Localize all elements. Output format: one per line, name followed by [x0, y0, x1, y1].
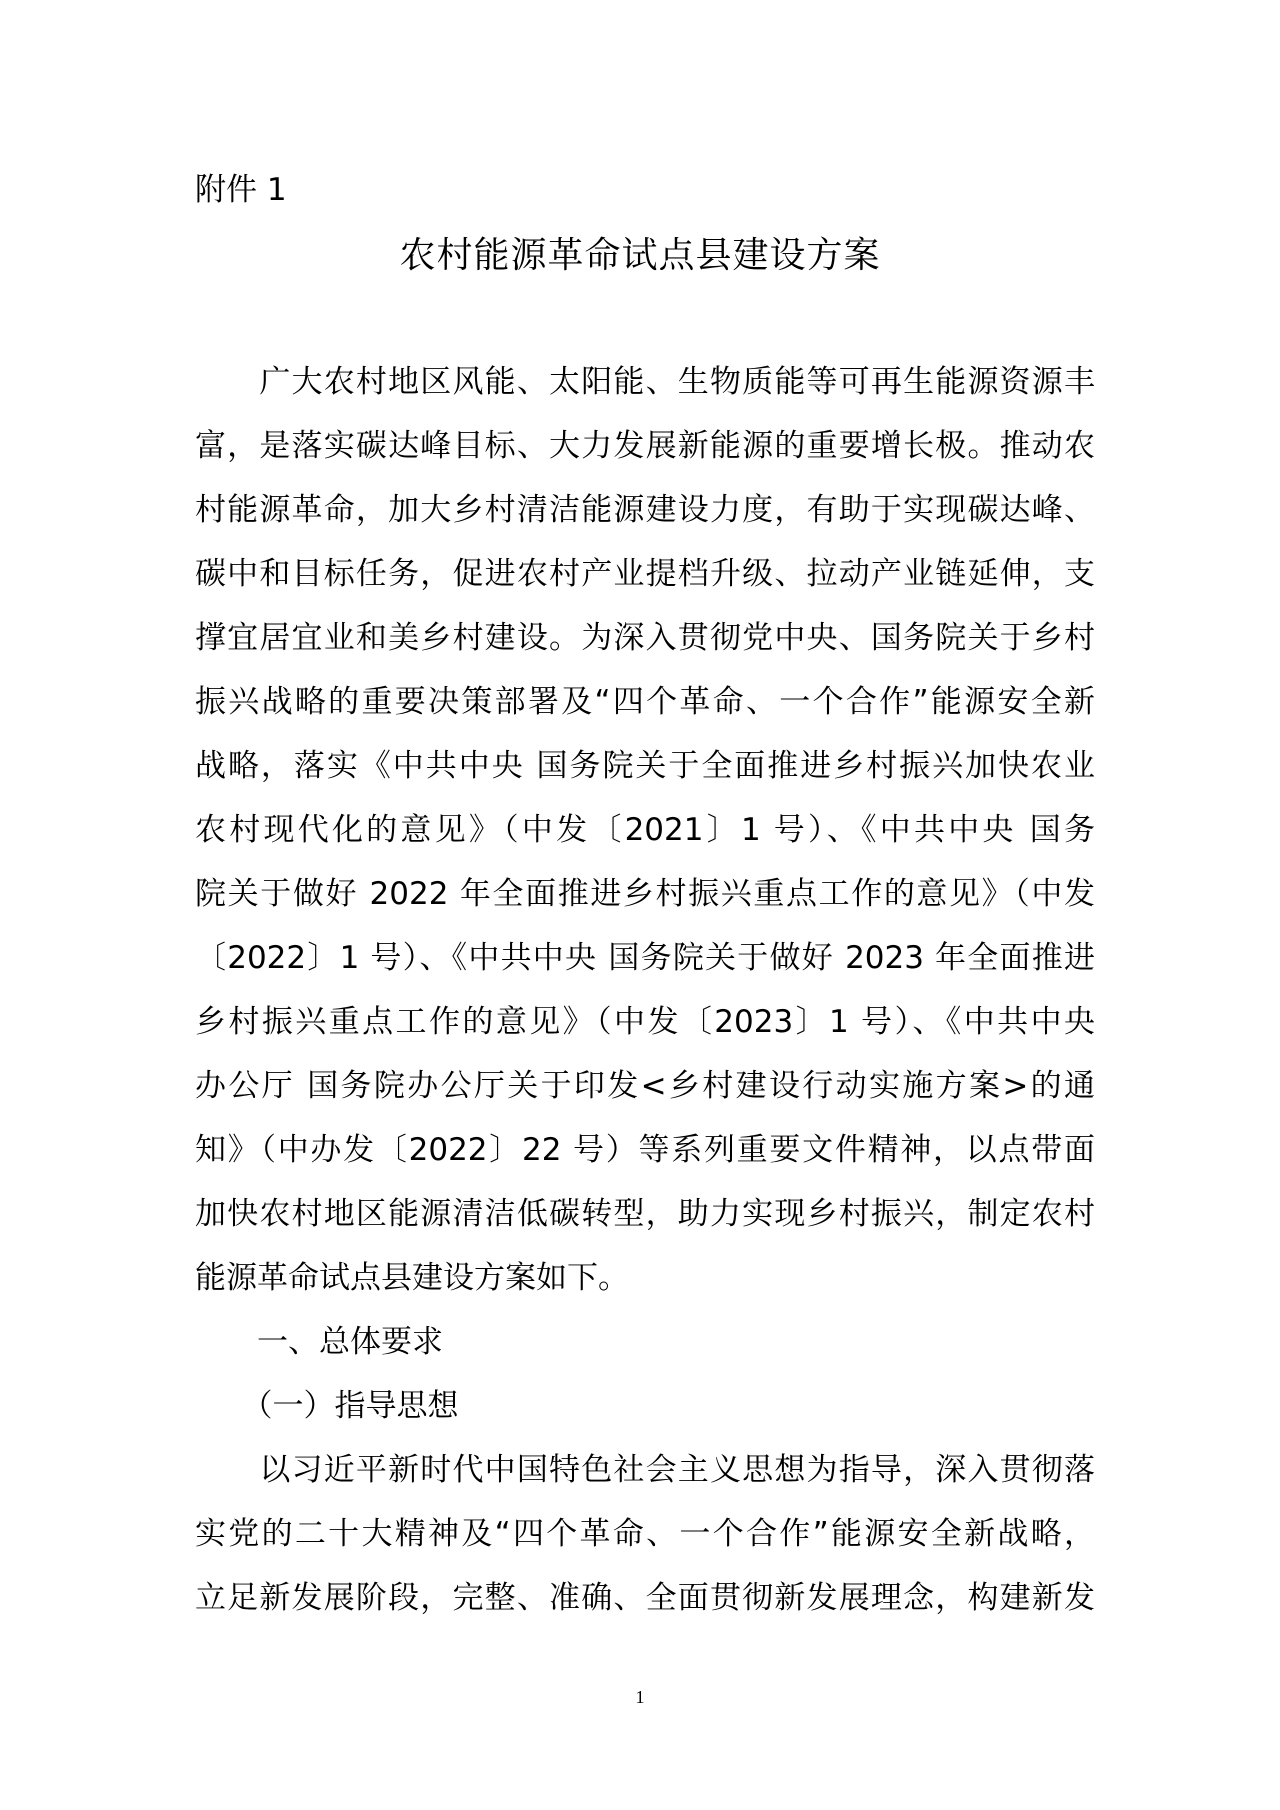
attachment-label: 附件 1	[195, 172, 287, 208]
paragraph-line: 战略，落实《中共中央 国务院关于全面推进乡村振兴加快农业	[195, 748, 1095, 784]
paragraph-line: 以习近平新时代中国特色社会主义思想为指导，深入贯彻落	[195, 1452, 1095, 1488]
paragraph-line: 实党的二十大精神及“四个革命、一个合作”能源安全新战略，	[195, 1516, 1095, 1552]
paragraph-line: 碳中和目标任务，促进农村产业提档升级、拉动产业链延伸，支	[195, 556, 1095, 592]
paragraph-line: 知》（中办发〔2022〕22 号）等系列重要文件精神，以点带面	[195, 1132, 1095, 1168]
paragraph-line: 振兴战略的重要决策部署及“四个革命、一个合作”能源安全新	[195, 684, 1095, 720]
paragraph-line: 农村现代化的意见》（中发〔2021〕1 号）、《中共中央 国务	[195, 812, 1095, 848]
page-number: 1	[635, 1687, 645, 1707]
paragraph-line: 院关于做好 2022 年全面推进乡村振兴重点工作的意见》（中发	[195, 876, 1095, 912]
section-heading: 一、总体要求	[195, 1324, 443, 1360]
subsection-heading: （一）指导思想	[195, 1388, 459, 1424]
paragraph-line: 富，是落实碳达峰目标、大力发展新能源的重要增长极。推动农	[195, 428, 1095, 464]
paragraph-line: 撑宜居宜业和美乡村建设。为深入贯彻党中央、国务院关于乡村	[195, 620, 1095, 656]
paragraph-line: 乡村振兴重点工作的意见》（中发〔2023〕1 号）、《中共中央	[195, 1004, 1095, 1040]
paragraph-line: 广大农村地区风能、太阳能、生物质能等可再生能源资源丰	[195, 364, 1095, 400]
paragraph-line: 立足新发展阶段，完整、准确、全面贯彻新发展理念，构建新发	[195, 1580, 1095, 1616]
paragraph-line: 〔2022〕1 号）、《中共中央 国务院关于做好 2023 年全面推进	[195, 940, 1095, 976]
paragraph-line: 加快农村地区能源清洁低碳转型，助力实现乡村振兴，制定农村	[195, 1196, 1095, 1232]
paragraph-line: 办公厅 国务院办公厅关于印发<乡村建设行动实施方案>的通	[195, 1068, 1095, 1104]
document-title: 农村能源革命试点县建设方案	[399, 235, 881, 276]
paragraph-line: 能源革命试点县建设方案如下。	[195, 1260, 629, 1296]
paragraph-line: 村能源革命，加大乡村清洁能源建设力度，有助于实现碳达峰、	[195, 492, 1095, 528]
